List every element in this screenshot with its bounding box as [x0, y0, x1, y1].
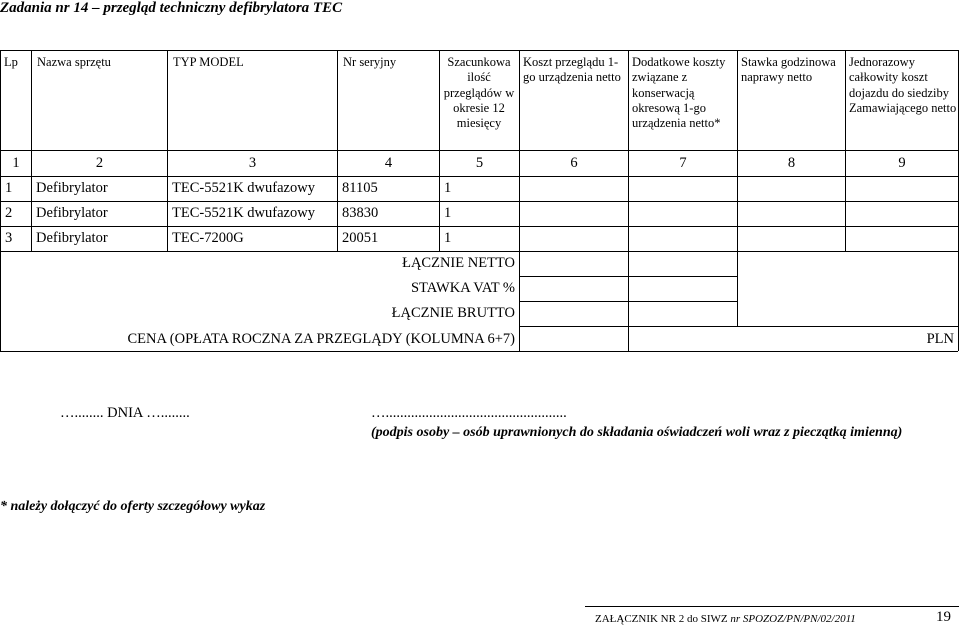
row-equipment-name: Defibrylator [36, 180, 108, 196]
row-lp: 1 [5, 180, 13, 196]
footer-rule [585, 606, 959, 607]
column-number-5: 5 [475, 155, 484, 171]
vat-rate-label: STAWKA VAT % [410, 280, 515, 296]
row-serial: 83830 [342, 205, 379, 221]
row-quantity: 1 [444, 230, 452, 246]
row-3-divider [0, 251, 958, 252]
header-additional-costs: Dodatkowe koszty związane z konserwacją okresową 1-go urządzenia netto* [632, 55, 726, 131]
currency-label: PLN [926, 331, 954, 347]
net-total-label: ŁĄCZNIE NETTO [402, 255, 515, 271]
col-divider-8 [845, 50, 846, 251]
col-divider-7 [737, 50, 738, 326]
date-line: …........ DNIA …........ [60, 405, 190, 421]
row-quantity: 1 [444, 180, 452, 196]
column-number-3: 3 [248, 155, 257, 171]
row-quantity: 1 [444, 205, 452, 221]
footer-text-regular: ZAŁĄCZNIK NR 2 do SIWZ [595, 613, 731, 625]
table-border-top [0, 50, 958, 51]
page-title: Zadania nr 14 – przegląd techniczny defibrylatora TEC [0, 0, 343, 16]
summary-divider-3 [519, 326, 958, 327]
column-number-9: 9 [898, 155, 906, 171]
attachment-note: * należy dołączyć do oferty szczegółowy wykaz [0, 499, 266, 514]
col-divider-6 [628, 50, 629, 351]
annual-price-label: CENA (OPŁATA ROCZNA ZA PRZEGLĄDY (KOLUMNA 6+7) [127, 331, 515, 347]
col-divider-3 [337, 50, 338, 251]
header-serial-number: Nr seryjny [343, 55, 397, 69]
table-border-left [0, 50, 1, 351]
footer-text-italic: nr SPOZOZ/PN/PN/02/2011 [730, 613, 856, 625]
signature-dots: ….................................................. [371, 405, 567, 421]
page-number: 19 [936, 609, 951, 625]
row-2-divider [0, 226, 958, 227]
col-divider-1 [31, 50, 32, 251]
row-serial: 81105 [342, 180, 378, 196]
col-divider-5 [519, 50, 520, 351]
col-divider-4 [439, 50, 440, 251]
row-model: TEC-5521K dwufazowy [172, 180, 315, 196]
column-number-8: 8 [787, 155, 796, 171]
table-border-bottom [0, 351, 958, 352]
column-number-2: 2 [95, 155, 104, 171]
row-lp: 2 [5, 205, 13, 221]
signature-caption: (podpis osoby – osób uprawnionych do składania oświadczeń woli wraz z pieczątką imienną) [371, 425, 903, 440]
row-equipment-name: Defibrylator [36, 205, 108, 221]
header-estimated-inspections: Szacunkowa ilość przeglądów w okresie 12 miesięcy [443, 55, 515, 131]
column-number-6: 6 [570, 155, 578, 171]
column-number-7: 7 [679, 155, 687, 171]
row-model: TEC-7200G [172, 230, 244, 246]
header-inspection-cost: Koszt przeglądu 1-go urządzenia netto [523, 55, 621, 85]
header-type-model: TYP MODEL [173, 55, 244, 69]
row-1-divider [0, 201, 958, 202]
col-divider-2 [167, 50, 168, 251]
row-equipment-name: Defibrylator [36, 230, 108, 246]
footer-text [595, 613, 856, 625]
column-number-1: 1 [12, 155, 20, 171]
row-lp: 3 [5, 230, 13, 246]
header-hourly-rate: Stawka godzinowa naprawy netto [741, 55, 836, 85]
header-row-divider [0, 150, 958, 151]
row-model: TEC-5521K dwufazowy [172, 205, 315, 221]
row-serial: 20051 [342, 230, 379, 246]
header-equipment-name: Nazwa sprzętu [37, 55, 111, 69]
number-row-divider [0, 176, 958, 177]
gross-total-label: ŁĄCZNIE BRUTTO [391, 305, 515, 321]
column-number-4: 4 [384, 155, 393, 171]
header-travel-cost: Jednorazowy całkowity koszt dojazdu do siedziby Zamawiającego netto [849, 55, 957, 115]
header-lp: Lp [4, 55, 18, 69]
